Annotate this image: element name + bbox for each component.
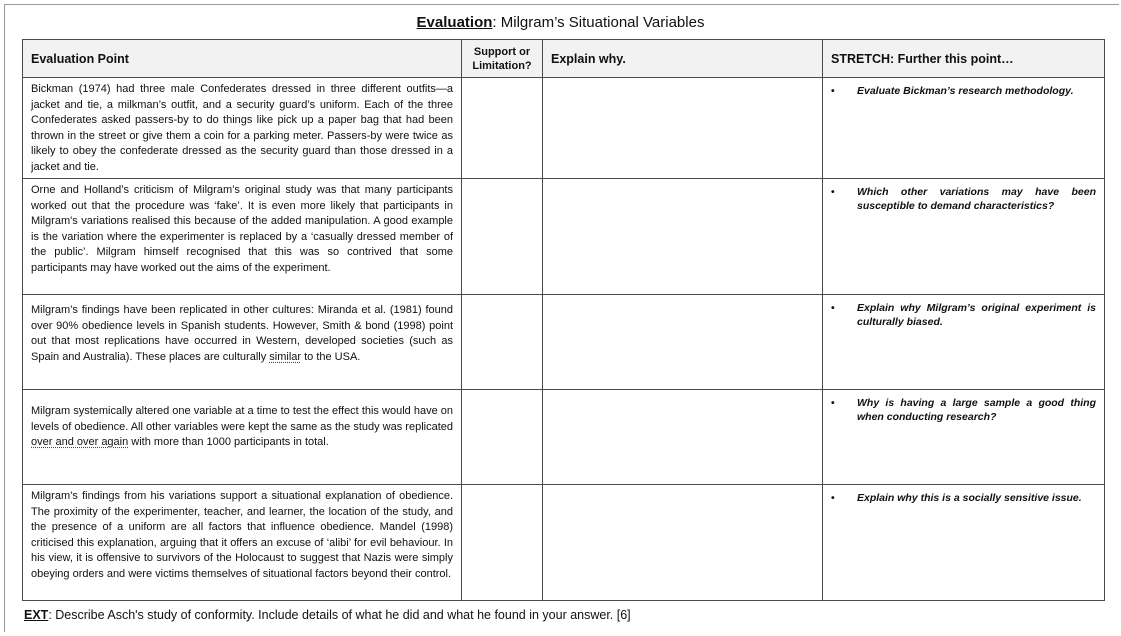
support-limitation-cell[interactable]	[462, 485, 543, 601]
stretch-prompt	[823, 295, 1104, 329]
support-limitation-cell[interactable]	[462, 78, 543, 179]
stretch-text: Which other variations may have been susceptible to demand characteristics?	[857, 186, 1096, 212]
stretch-text: Explain why Milgram’s original experiment is culturally biased.	[857, 302, 1096, 328]
table-row	[23, 78, 1105, 179]
support-limitation-cell[interactable]	[462, 295, 543, 390]
evaluation-point-text: Orne and Holland’s criticism of Milgram’s original study was that many participants worked out that the procedure was ‘fake’. It is even more likely that participants in Milgram's variations realised this because of the added manipulation. A good example is the variation where the experimenter is replaced by a ‘casually dressed member of the public’. Milgram himself recognised that this was so contrived that some participants may have worked out the aims of the experiment.	[31, 184, 453, 274]
bullet: •	[831, 492, 835, 504]
bullet: •	[831, 186, 835, 198]
header-support-line2: Limitation?	[472, 59, 532, 72]
support-limitation-cell[interactable]	[462, 390, 543, 485]
header-stretch: STRETCH: Further this point…	[823, 40, 1105, 78]
title-rest: : Milgram’s Situational Variables	[492, 14, 705, 31]
stretch-text: Why is having a large sample a good thing when conducting research?	[857, 397, 1096, 423]
ext-lead: EXT	[24, 608, 49, 622]
explain-cell[interactable]	[543, 78, 823, 179]
bullet: •	[831, 302, 835, 314]
table-row	[23, 485, 1105, 601]
explain-cell[interactable]	[543, 179, 823, 295]
title-lead: Evaluation	[416, 14, 493, 31]
explain-cell[interactable]	[543, 390, 823, 485]
evaluation-text-part: to the USA.	[301, 350, 361, 363]
evaluation-point-text	[23, 295, 461, 367]
evaluation-text-part: with more than 1000 participants in total.	[128, 436, 329, 448]
evaluation-text-part: Milgram systemically altered one variable at a time to test the effect this would have on levels of obedience. All other variables were kept the same as the study was replicated	[31, 405, 453, 433]
stretch-text: Explain why this is a socially sensitive issue.	[857, 492, 1082, 504]
header-evaluation-point: Evaluation Point	[23, 40, 462, 78]
header-explain: Explain why.	[543, 40, 823, 78]
evaluation-point-text: Bickman (1974) had three male Confederates dressed in three different outfits—a jacket and tie, a milkman’s outfit, and a security guard’s uniform. Each of the three Confederates asked passers-by to do things like pick up a paper bag that had been thrown in the street or give them a coin for a parking meter. Passers-by were twice as likely to obey the confederate dressed as the security guard than those dressed in a jacket and tie.	[31, 83, 453, 173]
evaluation-point-text: Milgram’s findings from his variations support a situational explanation of obedience. The proximity of the experimenter, teacher, and learner, the location of the study, and the presence of a uniform are all factors that influence obedience. Mandel (1998) criticised this explanation, arguing that it offers an excuse of ‘alibi’ for evil behaviour. In his view, it is offensive to survivors of the Holocaust to suggest that Nazis were simply obeying orders and were victims themselves of situational factors beyond their control.	[31, 490, 453, 580]
stretch-prompt	[823, 179, 1104, 213]
evaluation-text-flagged: similar	[269, 350, 302, 363]
bullet: •	[831, 85, 835, 97]
bullet: •	[831, 397, 835, 409]
explain-cell[interactable]	[543, 485, 823, 601]
header-support-or-limitation	[462, 40, 543, 78]
header-row	[23, 40, 1105, 78]
stretch-prompt	[823, 485, 1104, 505]
table-row	[23, 179, 1105, 295]
evaluation-point-text	[23, 390, 461, 453]
table-row	[23, 295, 1105, 390]
header-support-line1: Support or	[473, 45, 531, 58]
evaluation-text-part: Milgram’s findings have been replicated in other cultures: Miranda et al. (1981) found over 90% obedience levels in Spanish students. However, Smith & bond (1998) point out that most replications have occurred in Western, developed societies (such as Spain and Australia). These places are culturally	[31, 304, 453, 363]
page-title	[0, 14, 1121, 31]
stretch-prompt	[823, 78, 1104, 98]
explain-cell[interactable]	[543, 295, 823, 390]
extension-task	[24, 608, 631, 622]
stretch-prompt	[823, 390, 1104, 424]
evaluation-table	[22, 39, 1105, 601]
evaluation-text-flagged: over and over again	[31, 436, 129, 448]
table-row	[23, 390, 1105, 485]
stretch-text: Evaluate Bickman’s research methodology.	[857, 85, 1074, 97]
ext-text: : Describe Asch's study of conformity. Include details of what he did and what he found in your answer. [6]	[48, 608, 631, 622]
support-limitation-cell[interactable]	[462, 179, 543, 295]
